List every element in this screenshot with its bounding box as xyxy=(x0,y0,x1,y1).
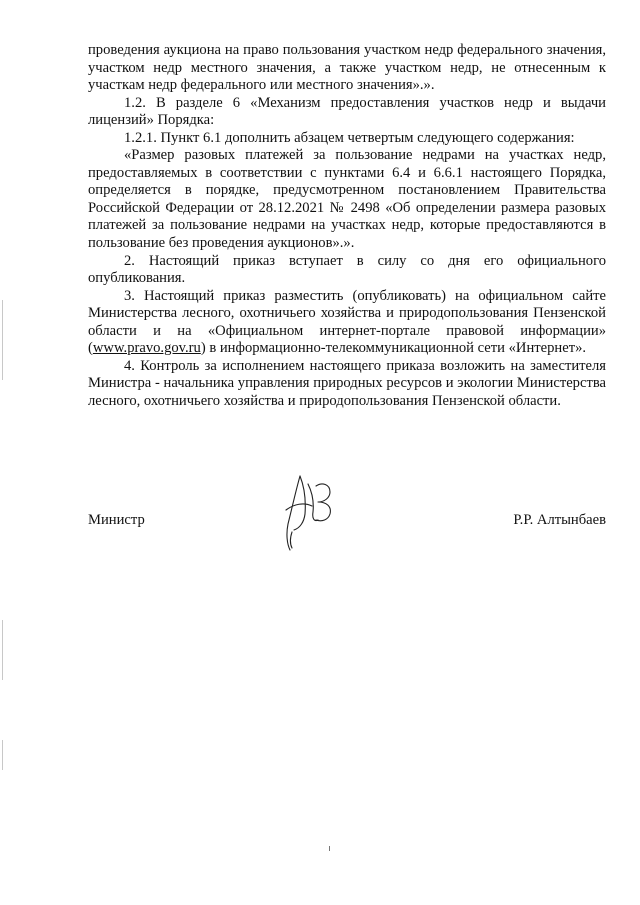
paragraph-quote: «Размер разовых платежей за пользование недрами на участках недр, предоставляемых в соответствии с пунктами 6.4 и 6.6.1 настоящего Порядка, определяется в порядке, предусмотренном постановлением Правительства Российской Федерации от 28.12.2021 № 2498 «Об определении размера разовых платежей за пользование недрами на участках недр, которые предоставляются в пользование без проведения аукционов».». xyxy=(88,147,606,252)
paragraph-1-2-1: 1.2.1. Пункт 6.1 дополнить абзацем четвертым следующего содержания: xyxy=(124,129,575,146)
paragraph-4: 4. Контроль за исполнением настоящего приказа возложить на заместителя Министра - начальника управления природных ресурсов и экологии Министерства лесного, охотничьего хозяйства и природопользования Пензенской области. xyxy=(88,357,606,409)
paragraph-1-2: 1.2. В разделе 6 «Механизм предоставления участков недр и выдачи лицензий» Порядка: xyxy=(88,94,606,129)
scan-edge-mark xyxy=(2,620,3,680)
paragraph-3-text-a: 3. Настоящий приказ разместить (опубликовать) на официальном сайте Министерства лесного, охотничьего хозяйства и природопользования Пензенской области и на «Официальном интернет-портале правовой информации» ( xyxy=(88,287,606,357)
scan-edge-mark xyxy=(2,300,3,380)
paragraph-2: 2. Настоящий приказ вступает в силу со дня его официального опубликования. xyxy=(88,252,606,287)
pravo-gov-link[interactable]: www.pravo.gov.ru xyxy=(92,340,201,357)
signatory-title: Министр xyxy=(88,512,145,528)
signatory-name: Р.Р. Алтынбаев xyxy=(513,512,606,528)
paragraph-3-text-b: ) в информационно-телекоммуникационной сети «Интернет». xyxy=(200,340,587,357)
paragraph-continuation: проведения аукциона на право пользования участком недр федерального значения, участком недр местного значения, а также участком недр, не отнесенным к участкам недр федерального или местного значения».». xyxy=(88,42,606,94)
signature-row xyxy=(88,512,606,532)
scan-edge-mark xyxy=(2,740,3,770)
paragraph-3 xyxy=(88,288,606,358)
document-body xyxy=(88,42,606,410)
scan-speck xyxy=(329,846,330,851)
